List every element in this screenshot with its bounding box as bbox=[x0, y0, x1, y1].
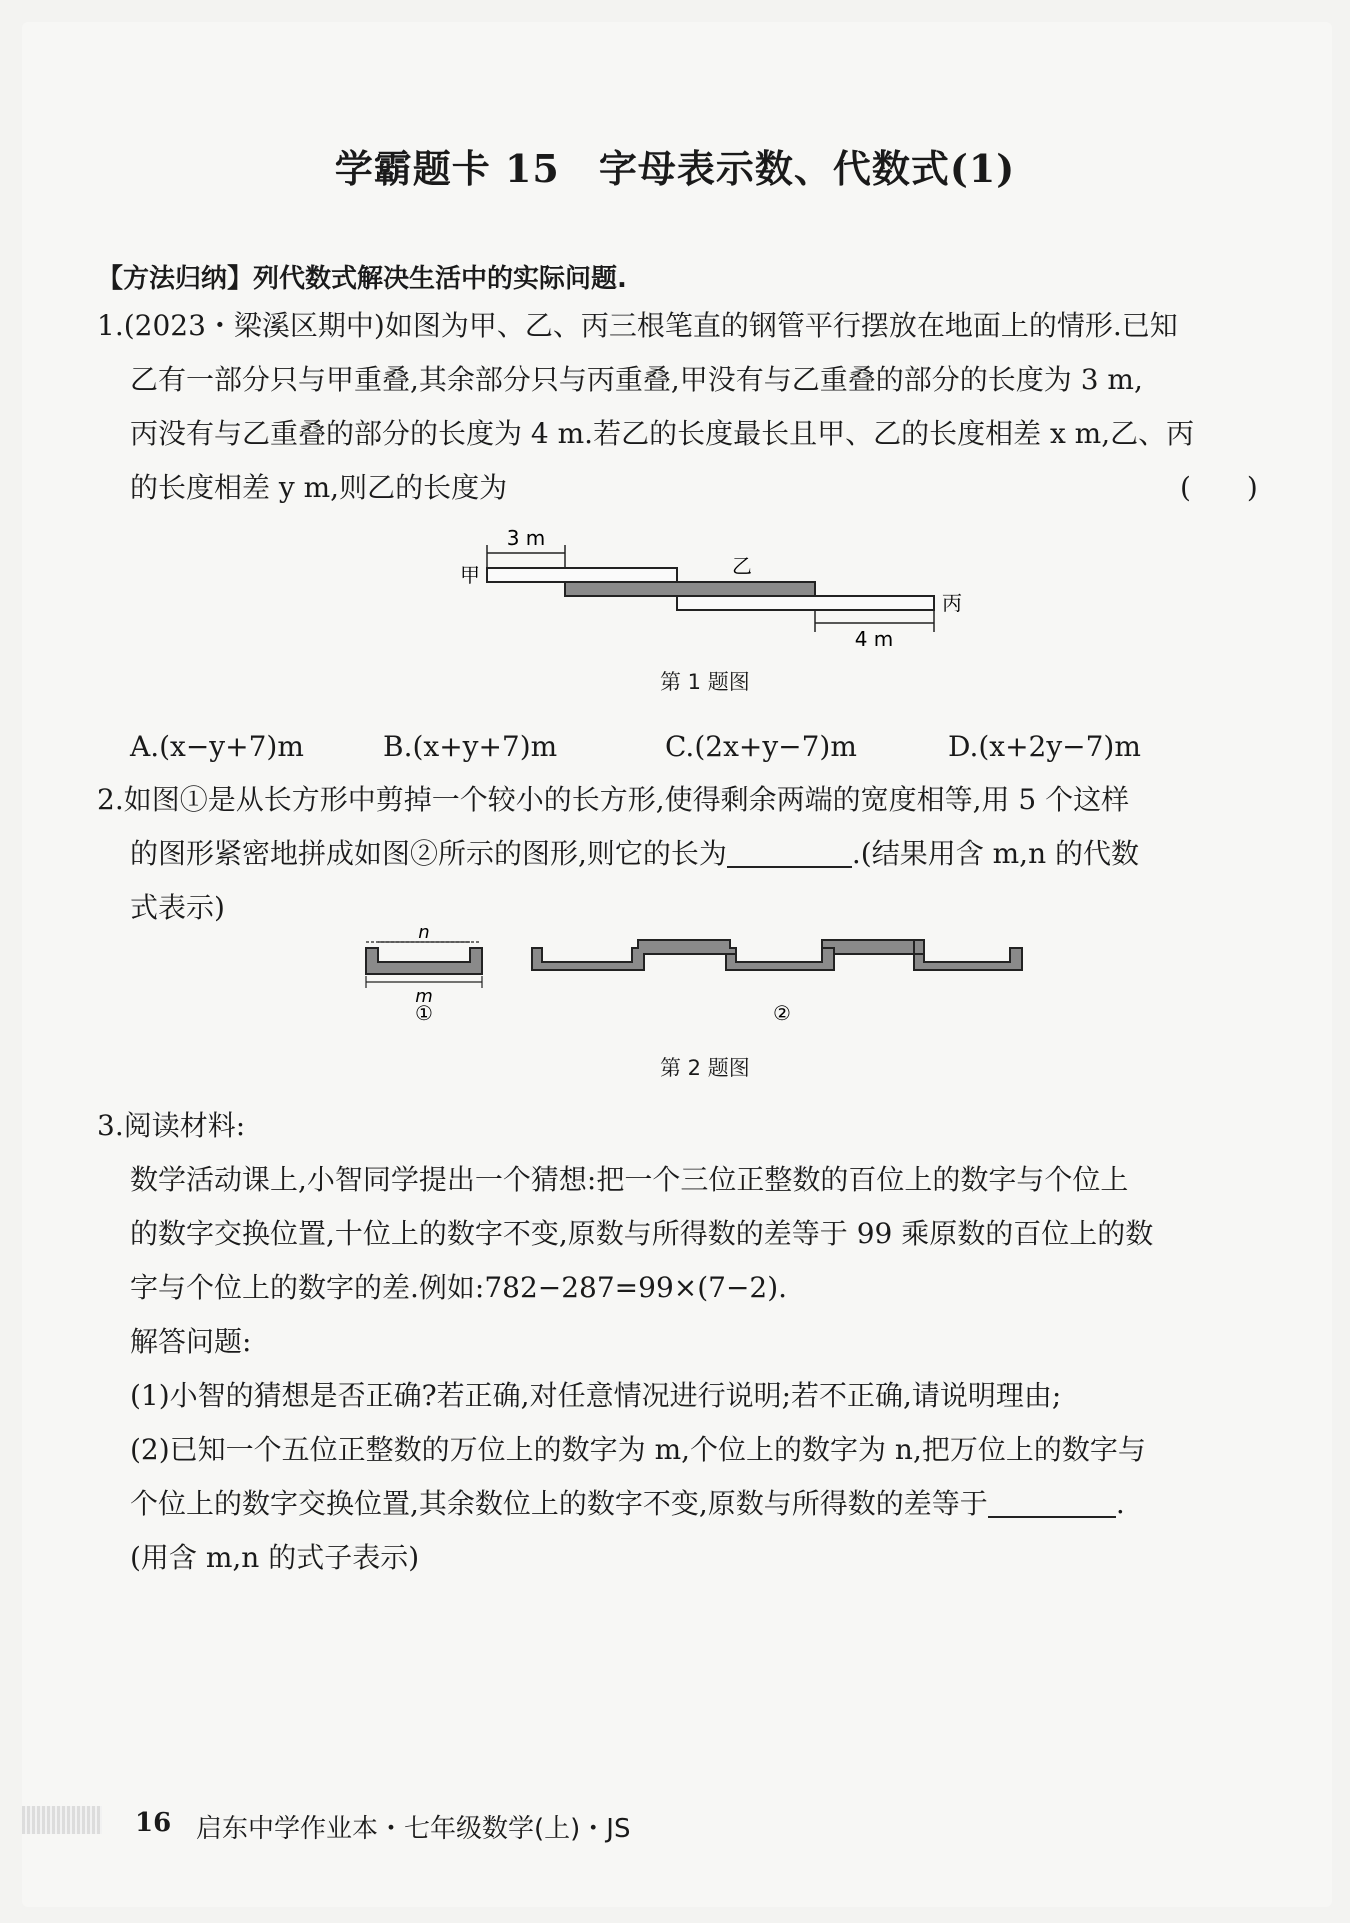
fig1-shape bbox=[366, 948, 482, 974]
dim-4m-label: 4 m bbox=[854, 627, 894, 650]
q1-option-d: D.(x+2y−7)m bbox=[948, 730, 1141, 763]
q2-line-1: 2.如图①是从长方形中剪掉一个较小的长方形,使得剩余两端的宽度相等,用 5 个这样 bbox=[97, 783, 1130, 816]
label-bing: 丙 bbox=[942, 591, 962, 615]
pipe-yi bbox=[565, 582, 815, 596]
footer-barcode bbox=[22, 1806, 102, 1834]
q2-line-3: 式表示) bbox=[130, 891, 225, 924]
q1-option-c: C.(2x+y−7)m bbox=[665, 730, 857, 763]
q3-line-3: 的数字交换位置,十位上的数字不变,原数与所得数的差等于 99 乘原数的百位上的数 bbox=[130, 1217, 1154, 1250]
q3-line-9: (用含 m,n 的式子表示) bbox=[130, 1541, 420, 1574]
label-yi: 乙 bbox=[732, 554, 752, 578]
q1-line-3: 丙没有与乙重叠的部分的长度为 4 m.若乙的长度最长且甲、乙的长度相差 x m,乙、丙 bbox=[130, 417, 1195, 450]
fig2-marker: ② bbox=[773, 1001, 791, 1025]
pipe-jia bbox=[487, 568, 677, 582]
q3-line-6: (1)小智的猜想是否正确?若正确,对任意情况进行说明;若不正确,请说明理由; bbox=[130, 1379, 1062, 1412]
pipe-bing bbox=[677, 596, 934, 610]
q2-figure-2 bbox=[530, 920, 1050, 1030]
fig1-marker: ① bbox=[415, 1001, 433, 1025]
q3-line-5: 解答问题: bbox=[130, 1325, 252, 1358]
q3-line-8a: 个位上的数字交换位置,其余数位上的数字不变,原数与所得数的差等于 bbox=[130, 1487, 988, 1520]
q2-line-2a: 的图形紧密地拼成如图②所示的图形,则它的长为 bbox=[130, 837, 727, 870]
q3-line-4: 字与个位上的数字的差.例如:782−287=99×(7−2). bbox=[130, 1271, 788, 1304]
page-title: 学霸题卡 15 字母表示数、代数式(1) bbox=[334, 146, 1016, 191]
q2-line-2b: .(结果用含 m,n 的代数 bbox=[851, 837, 1140, 870]
q1-figure-caption: 第 1 题图 bbox=[660, 670, 750, 694]
q1-line-1: 1.(2023・梁溪区期中)如图为甲、乙、丙三根笔直的钢管平行摆放在地面上的情形.已知 bbox=[97, 309, 1178, 342]
book-title: 启东中学作业本・七年级数学(上)・JS bbox=[196, 1814, 631, 1844]
q2-line-2 bbox=[130, 837, 1140, 870]
method-summary: 【方法归纳】列代数式解决生活中的实际问题. bbox=[97, 264, 627, 294]
q2-figure-caption: 第 2 题图 bbox=[660, 1056, 750, 1080]
fig1-n-label: n bbox=[418, 922, 430, 943]
dim-3m-label: 3 m bbox=[506, 526, 546, 550]
q3-line-1: 3.阅读材料: bbox=[97, 1109, 246, 1142]
q1-pipes-figure bbox=[440, 520, 980, 650]
fig1-m-label: m bbox=[415, 986, 433, 1007]
q1-answer-paren: ( ) bbox=[1180, 471, 1258, 504]
q3-line-8 bbox=[130, 1487, 1125, 1520]
q3-answer-blank[interactable] bbox=[988, 1490, 1116, 1518]
q1-line-4: 的长度相差 y m,则乙的长度为 bbox=[130, 471, 508, 504]
q3-line-2: 数学活动课上,小智同学提出一个猜想:把一个三位正整数的百位上的数字与个位上 bbox=[130, 1163, 1129, 1196]
q1-option-b: B.(x+y+7)m bbox=[383, 730, 558, 763]
q3-line-7: (2)已知一个五位正整数的万位上的数字为 m,个位上的数字为 n,把万位上的数字与 bbox=[130, 1433, 1146, 1466]
q3-line-8b: . bbox=[1115, 1487, 1125, 1520]
q1-option-a: A.(x−y+7)m bbox=[130, 730, 304, 763]
q1-line-2: 乙有一部分只与甲重叠,其余部分只与丙重叠,甲没有与乙重叠的部分的长度为 3 m, bbox=[130, 363, 1143, 396]
page-number: 16 bbox=[135, 1808, 172, 1838]
q2-answer-blank[interactable] bbox=[727, 840, 852, 868]
label-jia: 甲 bbox=[460, 563, 480, 587]
